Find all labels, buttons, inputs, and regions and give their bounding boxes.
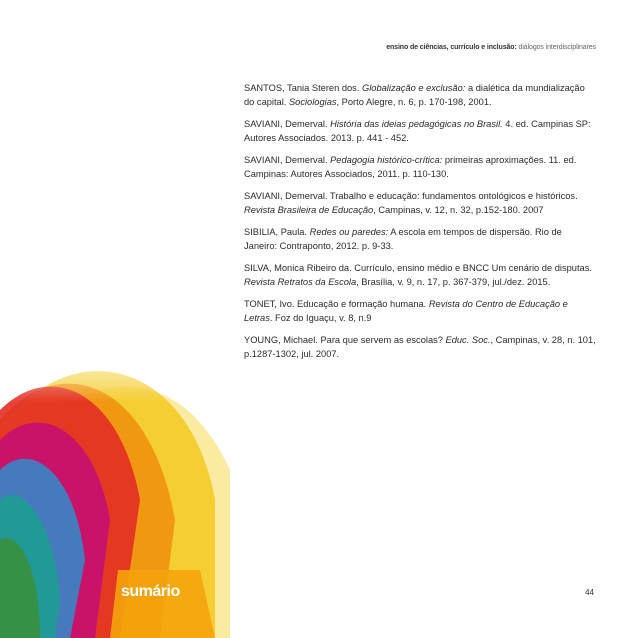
reference-entry: [244, 118, 596, 145]
reference-title-italic: História das ideias pedagógicas no Brasil.: [330, 119, 503, 129]
reference-title-italic: Revista Brasileira de Educação: [244, 204, 374, 215]
reference-text: SIBILIA, Paula.: [244, 227, 310, 237]
reference-entry: [244, 190, 596, 217]
reference-text: . Foz do Iguaçu, v. 8, n.9: [269, 312, 372, 323]
reference-title-italic: Sociologias: [288, 96, 337, 107]
reference-text: SAVIANI, Demerval.: [244, 155, 331, 165]
reference-text: primeiras aproximações. 11. ed. Campinas: Autores Associados, 2011. p. 110-130.: [244, 155, 577, 179]
reference-title-italic: Revista Retratos da Escola: [244, 276, 357, 287]
reference-text: YOUNG, Michael. Para que servem as escolas?: [244, 335, 446, 345]
reference-text: 4. ed. Campinas SP: Autores Associados. 2013. p. 441 - 452.: [244, 119, 591, 143]
header-series-title: ensino de ciências, currículo e inclusão:: [386, 44, 517, 51]
reference-text: TONET, Ivo. Educação e formação humana.: [244, 299, 429, 309]
reference-title-italic: Pedagogia histórico-crítica:: [330, 155, 443, 165]
sumario-link[interactable]: sumário: [121, 583, 180, 600]
reference-title-italic: Redes ou paredes:: [309, 227, 389, 237]
reference-text: , Brasília, v. 9, n. 17, p. 367-379, jul./dez. 2015.: [356, 276, 551, 287]
reference-entry: [244, 298, 596, 325]
reference-text: a dialética da mundialização do capital.: [244, 83, 585, 107]
running-header: [386, 44, 596, 51]
reference-entry: [244, 226, 596, 253]
reference-entry: [244, 262, 596, 289]
reference-text: SILVA, Monica Ribeiro da. Currículo, ensino médio e BNCC Um cenário de disputas.: [244, 263, 592, 273]
reference-text: , Porto Alegre, n. 6, p. 170-198, 2001.: [336, 96, 492, 107]
reference-text: , Campinas, v. 12, n. 32, p.152-180. 2007: [373, 204, 544, 215]
reference-entry: [244, 334, 596, 361]
reference-text: SANTOS, Tania Steren dos.: [244, 83, 362, 93]
page-number: 44: [585, 588, 594, 597]
reference-title-italic: Globalização e exclusão:: [362, 83, 466, 93]
reference-entry: [244, 154, 596, 181]
reference-title-italic: Educ. Soc.: [445, 335, 491, 345]
reference-title-italic: Revista do Centro de Educação e Letras: [244, 299, 568, 323]
reference-text: SAVIANI, Demerval. Trabalho e educação: fundamentos ontológicos e históricos.: [244, 191, 578, 201]
reference-text: , Campinas, v. 28, n. 101, p.1287-1302, jul. 2007.: [244, 335, 596, 359]
reference-text: A escola em tempos de dispersão. Rio de Janeiro: Contraponto, 2012. p. 9-33.: [244, 227, 562, 251]
header-subtitle: diálogos interdisciplinares: [516, 44, 596, 51]
reference-entry: [244, 82, 596, 109]
reference-text: SAVIANI, Demerval.: [244, 119, 331, 129]
references-list: [244, 82, 596, 370]
